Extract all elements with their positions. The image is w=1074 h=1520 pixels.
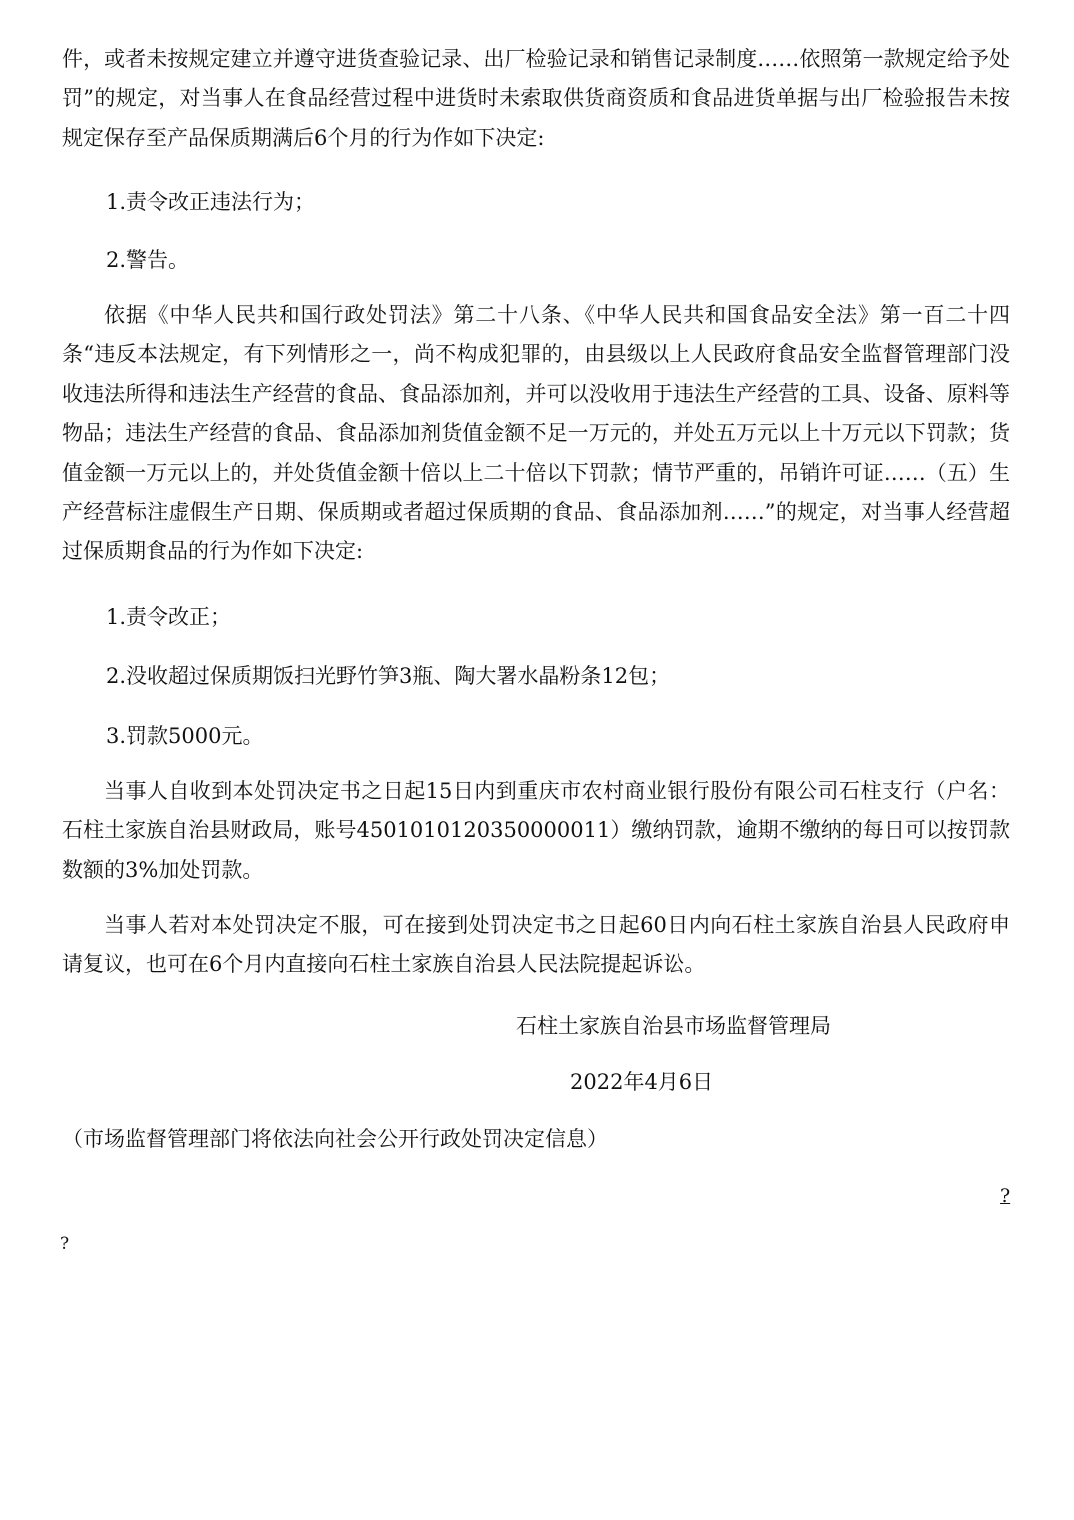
paragraph-appeal: 当事人若对本处罚决定不服，可在接到处罚决定书之日起60日内向石柱土家族自治县人民政府申请复议，也可在6个月内直接向石柱土家族自治县人民法院提起诉讼。: [62, 913, 1010, 977]
decision2-item-1: 1.责令改正；: [106, 605, 232, 629]
issuing-authority-signature: 石柱土家族自治县市场监督管理局: [516, 1014, 831, 1038]
disclosure-note: （市场监督管理部门将依法向社会公开行政处罚决定信息）: [62, 1127, 608, 1151]
placeholder-mark-left: ?: [60, 1234, 70, 1254]
paragraph-payment: 当事人自收到本处罚决定书之日起15日内到重庆市农村商业银行股份有限公司石柱支行（户名：石柱土家族自治县财政局，账号4501010120350000011）缴纳罚款，逾期不缴纳的每日可以按罚款数额的3%加处罚款。: [62, 779, 1010, 882]
decision2-item-2: 2.没收超过保质期饭扫光野竹笋3瓶、陶大署水晶粉条12包；: [106, 664, 671, 688]
decision2-item-3: 3.罚款5000元。: [106, 724, 264, 748]
decision1-item-2: 2.警告。: [106, 248, 190, 272]
decision1-item-1: 1.责令改正违法行为；: [106, 190, 316, 214]
paragraph-legal-basis: 依据《中华人民共和国行政处罚法》第二十八条、《中华人民共和国食品安全法》第一百二十四条“违反本法规定，有下列情形之一，尚不构成犯罪的，由县级以上人民政府食品安全监督管理部门没收违法所得和违法生产经营的食品、食品添加剂，并可以没收用于违法生产经营的工具、设备、原料等物品；违法生产经营的食品、食品添加剂货值金额不足一万元的，并处五万元以上十万元以下罚款；货值金额一万元以上的，并处货值金额十倍以上二十倍以下罚款；情节严重的，吊销许可证……（五）生产经营标注虚假生产日期、保质期或者超过保质期的食品、食品添加剂……”的规定，对当事人经营超过保质期食品的行为作如下决定:: [62, 303, 1010, 564]
placeholder-mark-right: ?: [1000, 1185, 1011, 1207]
issue-date: 2022年4月6日: [570, 1070, 714, 1094]
paragraph-first-decision-basis: 件，或者未按规定建立并遵守进货查验记录、出厂检验记录和销售记录制度……依照第一款规定给予处罚”的规定，对当事人在食品经营过程中进货时未索取供货商资质和食品进货单据与出厂检验报告未按规定保存至产品保质期满后6个月的行为作如下决定:: [62, 47, 1010, 150]
